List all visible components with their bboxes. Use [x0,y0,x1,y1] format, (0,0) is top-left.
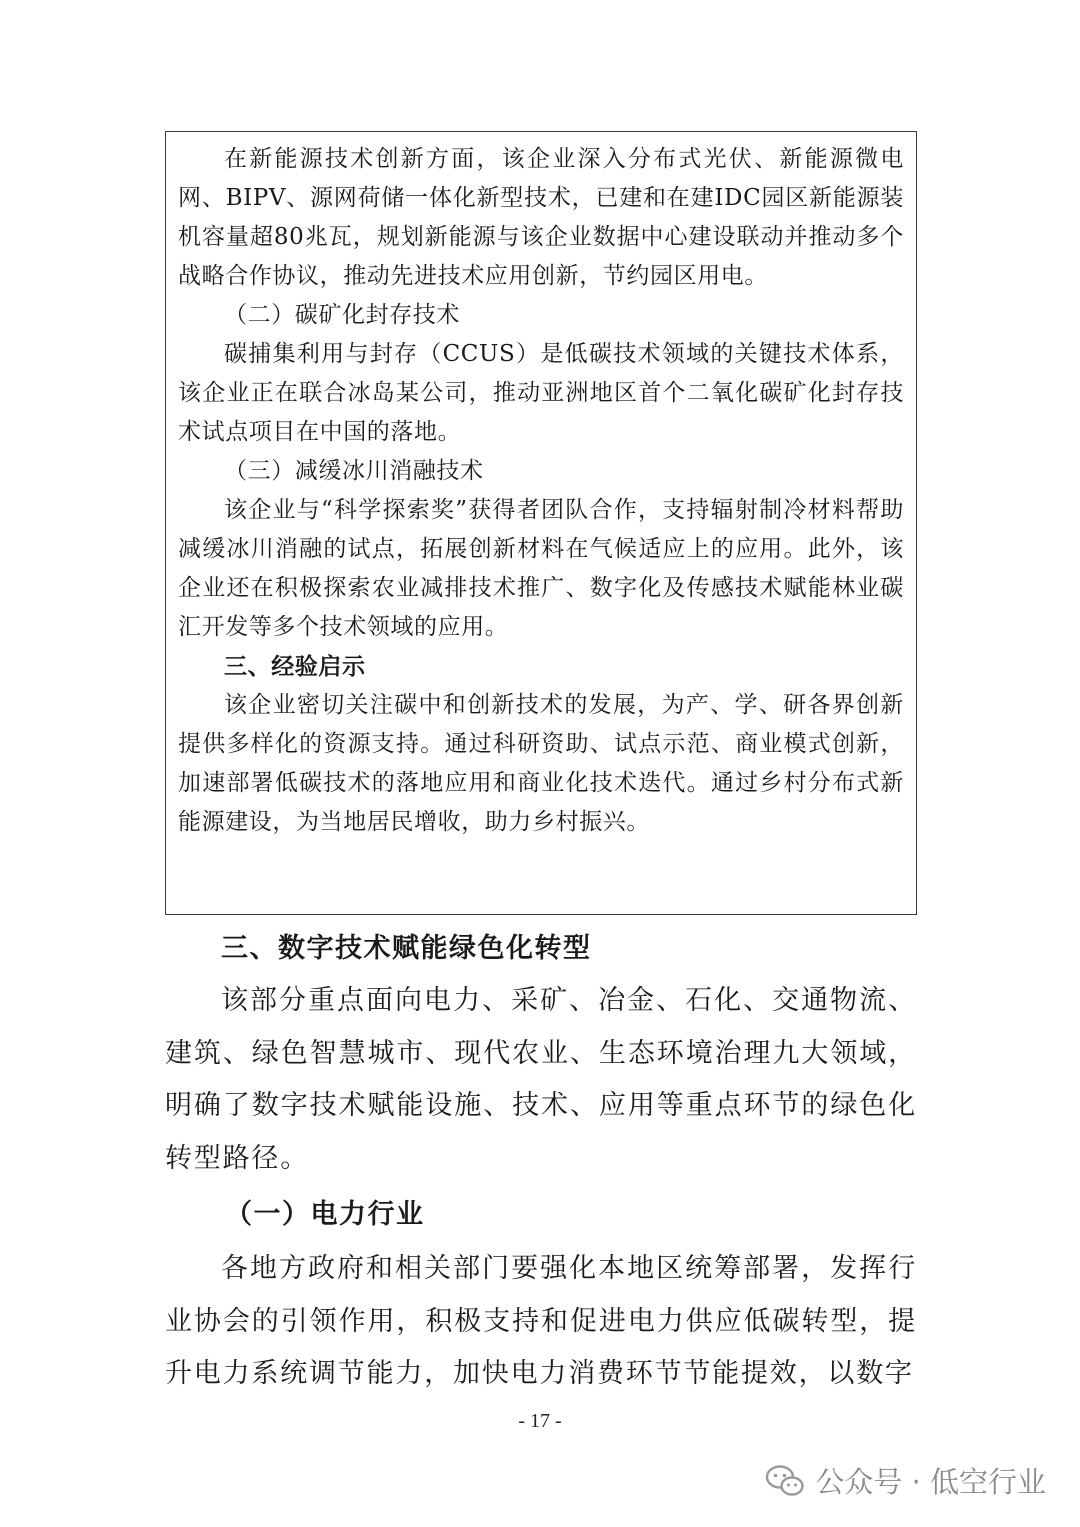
case-paragraph-ccus: 碳捕集利用与封存（CCUS）是低碳技术领域的关键技术体系，该企业正在联合冰岛某公司，推动亚洲地区首个二氧化碳矿化封存技术试点项目在中国的落地。 [178,341,904,445]
case-subheading-carbon-mineralization: （二）碳矿化封存技术 [224,302,460,328]
watermark-text: 公众号 · 低空行业 [815,1465,1046,1499]
subsection-heading-power: （一）电力行业 [225,1199,425,1230]
watermark [765,1460,1046,1501]
main-section [165,923,917,1401]
case-subheading-lessons: 三、经验启示 [224,653,366,680]
subsection-body-paragraph: 各地方政府和相关部门要强化本地区统筹部署，发挥行业协会的引领作用，积极支持和促进电力供应低碳转型，提升电力系统调节能力，加快电力消费环节节能提效，以数字 [165,1253,917,1389]
section-heading: 三、数字技术赋能绿色化转型 [221,933,592,964]
case-paragraph-lessons: 该企业密切关注碳中和创新技术的发展，为产、学、研各界创新提供多样化的资源支持。通过科研资助、试点示范、商业模式创新，加速部署低碳技术的落地应用和商业化技术迭代。通过乡村分布式新能源建设，为当地居民增收，助力乡村振兴。 [178,692,904,835]
section-intro-paragraph: 该部分重点面向电力、采矿、冶金、石化、交通物流、建筑、绿色智慧城市、现代农业、生态环境治理九大领域，明确了数字技术赋能设施、技术、应用等重点环节的绿色化转型路径。 [165,985,917,1174]
case-subheading-glacier: （三）减缓冰川消融技术 [224,458,484,484]
wechat-icon [765,1464,805,1498]
case-paragraph-new-energy: 在新能源技术创新方面，该企业深入分布式光伏、新能源微电网、BIPV、源网荷储一体化新型技术，已建和在建IDC园区新能源装机容量超80兆瓦，规划新能源与该企业数据中心建设联动并推动多个战略合作协议，推动先进技术应用创新，节约园区用电。 [178,146,904,289]
page-number: - 17 - [518,1410,562,1432]
case-paragraph-glacier: 该企业与“科学探索奖”获得者团队合作，支持辐射制冷材料帮助减缓冰川消融的试点，拓展创新材料在气候适应上的应用。此外，该企业还在积极探索农业减排技术推广、数字化及传感技术赋能林业碳汇开发等多个技术领域的应用。 [178,497,904,640]
case-study-box [165,131,917,915]
